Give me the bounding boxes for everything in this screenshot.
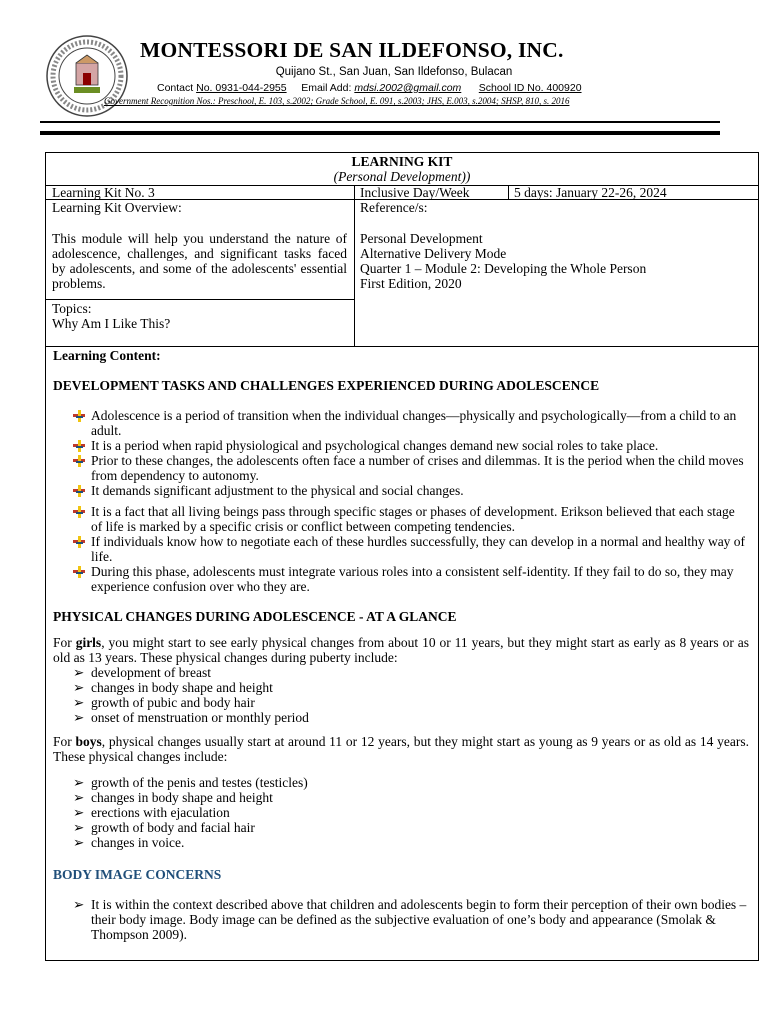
learning-content-label: Learning Content: [53, 348, 161, 363]
arrow-bullet-icon: ➢ [73, 775, 85, 790]
list-item: ➢ growth of body and facial hair [73, 820, 255, 835]
list-item: ➢ It is within the context described above that children and adolescents begin to form their perception of their own bodies – their body image. Body image can be defined as the subjective evaluation of one’s body and appearance (Smolak & Thompson 2009). [73, 897, 747, 942]
arrow-bullet-icon: ➢ [73, 790, 85, 805]
col-divider [354, 185, 355, 346]
list-item: ➢ changes in voice. [73, 835, 185, 850]
arrow-bullet-icon: ➢ [73, 820, 85, 835]
list-item: Adolescence is a period of transition when the individual changes—physically and psychologically—from a child to an adult. [53, 408, 749, 438]
pushpin-bullet-icon [73, 410, 85, 422]
school-id: School ID No. 400920 [478, 82, 582, 94]
school-name: MONTESSORI DE SAN ILDEFONSO, INC. [140, 38, 564, 62]
row-divider [46, 299, 354, 300]
topics-label: Topics: [52, 301, 92, 316]
list-item: It is a fact that all living beings pass through specific stages or phases of development. Erikson believed that each stage of life is marked by a specific crisis or conflict between competing tendencies. [53, 504, 749, 534]
col-divider [508, 185, 509, 199]
references-label: Reference/s: [360, 200, 428, 215]
header-divider-thin [40, 121, 720, 123]
list-item: ➢ changes in body shape and height [73, 790, 273, 805]
section-heading-body-image: BODY IMAGE CONCERNS [53, 867, 222, 882]
girls-paragraph: For girls, you might start to see early physical changes from about 10 or 11 years, but they might start as early as 8 years or as old as 13 years. These physical changes during puberty include: [53, 635, 749, 665]
development-bullets-continued [53, 504, 749, 594]
body-image-list [53, 897, 749, 942]
list-item: It demands significant adjustment to the physical and social changes. [53, 483, 749, 498]
reference-item: First Edition, 2020 [360, 276, 462, 291]
inclusive-label: Inclusive Day/Week [360, 185, 470, 200]
school-address: Quijano St., San Juan, San Ildefonso, Bulacan [275, 66, 513, 78]
girls-changes-list [53, 665, 749, 725]
learning-kit-table [45, 152, 759, 961]
list-item: It is a period when rapid physiological and psychological changes demand new social roles to take place. [53, 438, 749, 453]
list-item: Prior to these changes, the adolescents often face a number of crises and dilemmas. It is the period when the child moves from dependency to autonomy. [53, 453, 749, 483]
inclusive-value: 5 days: January 22-26, 2024 [514, 185, 667, 200]
kit-title: LEARNING KIT [351, 154, 453, 169]
list-item: ➢ onset of menstruation or monthly period [73, 710, 309, 725]
letterhead [0, 0, 768, 140]
overview-text: This module will help you understand the nature of adolescence, challenges, and significant tasks faced by adolescents, and some of the adolescents' essential problems. [52, 231, 347, 291]
contact-number: No. 0931-044-2955 [196, 82, 287, 94]
kit-number: Learning Kit No. 3 [52, 185, 155, 200]
list-item: During this phase, adolescents must integrate various roles into a consistent self-identity. If they fail to do so, they may experience confusion over who they are. [53, 564, 749, 594]
list-item: ➢ development of breast [73, 665, 211, 680]
pushpin-bullet-icon [73, 440, 85, 452]
boys-changes-list [53, 775, 749, 850]
arrow-bullet-icon: ➢ [73, 835, 85, 850]
pushpin-bullet-icon [73, 485, 85, 497]
list-item: ➢ changes in body shape and height [73, 680, 273, 695]
development-bullets [53, 408, 749, 498]
list-item: ➢ growth of the penis and testes (testicles) [73, 775, 308, 790]
email-address[interactable]: mdsi.2002@gmail.com [354, 82, 462, 94]
section-heading-development: DEVELOPMENT TASKS AND CHALLENGES EXPERIENCED DURING ADOLESCENCE [53, 378, 600, 393]
arrow-bullet-icon: ➢ [73, 695, 85, 710]
list-item: ➢ erections with ejaculation [73, 805, 230, 820]
pushpin-bullet-icon [73, 455, 85, 467]
arrow-bullet-icon: ➢ [73, 897, 85, 912]
header-divider-thick [40, 131, 720, 135]
reference-item: Alternative Delivery Mode [360, 246, 507, 261]
email-label: Email Add: [301, 82, 352, 94]
contact-line [157, 82, 582, 94]
row-divider [46, 346, 758, 347]
arrow-bullet-icon: ➢ [73, 805, 85, 820]
arrow-bullet-icon: ➢ [73, 665, 85, 680]
reference-item: Quarter 1 – Module 2: Developing the Whole Person [360, 261, 647, 276]
references-list [360, 231, 646, 291]
kit-subtitle: (Personal Development)) [333, 169, 471, 184]
pushpin-bullet-icon [73, 536, 85, 548]
section-heading-physical-changes: PHYSICAL CHANGES DURING ADOLESCENCE - AT A GLANCE [53, 609, 457, 624]
contact-label: Contact [157, 82, 194, 94]
pushpin-bullet-icon [73, 506, 85, 518]
learning-content [53, 348, 749, 942]
pushpin-bullet-icon [73, 566, 85, 578]
arrow-bullet-icon: ➢ [73, 710, 85, 725]
topic-item: Why Am I Like This? [52, 316, 171, 331]
government-recognition: Government Recognition Nos.: Preschool, E. 103, s.2002; Grade School, E. 091, s.2003; JHS, E.003, s.2004; SHSP, 810, s. 2016 [104, 96, 570, 106]
arrow-bullet-icon: ➢ [73, 680, 85, 695]
list-item: ➢ growth of pubic and body hair [73, 695, 255, 710]
boys-paragraph: For boys, physical changes usually start at around 11 or 12 years, but they might start as young as 9 years or as old as 14 years. These physical changes include: [53, 734, 749, 764]
list-item: If individuals know how to negotiate each of these hurdles successfully, they can develop in a normal and healthy way of life. [53, 534, 749, 564]
overview-label: Learning Kit Overview: [52, 200, 182, 215]
reference-item: Personal Development [360, 231, 483, 246]
